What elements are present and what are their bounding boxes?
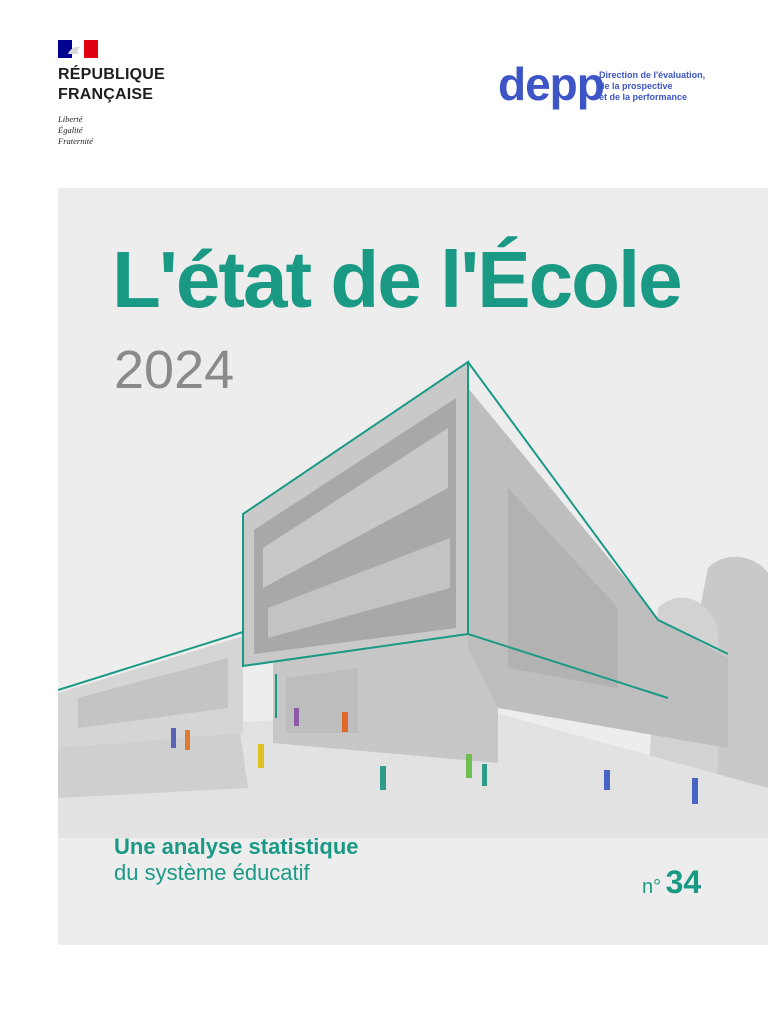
header — [0, 0, 768, 188]
depp-logo-word: depp — [498, 58, 604, 110]
marianne-flag-logo — [58, 40, 98, 58]
cover-panel — [58, 188, 768, 945]
subtitle-line-1: Une analyse statistique — [114, 834, 359, 859]
document-year: 2024 — [114, 340, 235, 400]
issue-value: 34 — [665, 864, 702, 900]
depp-tagline-3: et de la performance — [599, 92, 688, 102]
republique-line-2: FRANÇAISE — [58, 86, 154, 103]
issue-number — [642, 864, 701, 901]
subtitle-line-2: du système éducatif — [114, 860, 310, 885]
motto-egalite: Égalité — [58, 125, 83, 135]
depp-tagline-1: Direction de l'évaluation, — [599, 70, 706, 80]
issue-prefix: n° — [642, 876, 662, 898]
motto-fraternite: Fraternité — [58, 136, 93, 146]
motto-liberte: Liberté — [58, 114, 83, 124]
document-title: L'état de l'École — [112, 235, 681, 324]
republique-line-1: RÉPUBLIQUE — [58, 66, 165, 83]
depp-tagline-2: de la prospective — [599, 81, 673, 91]
